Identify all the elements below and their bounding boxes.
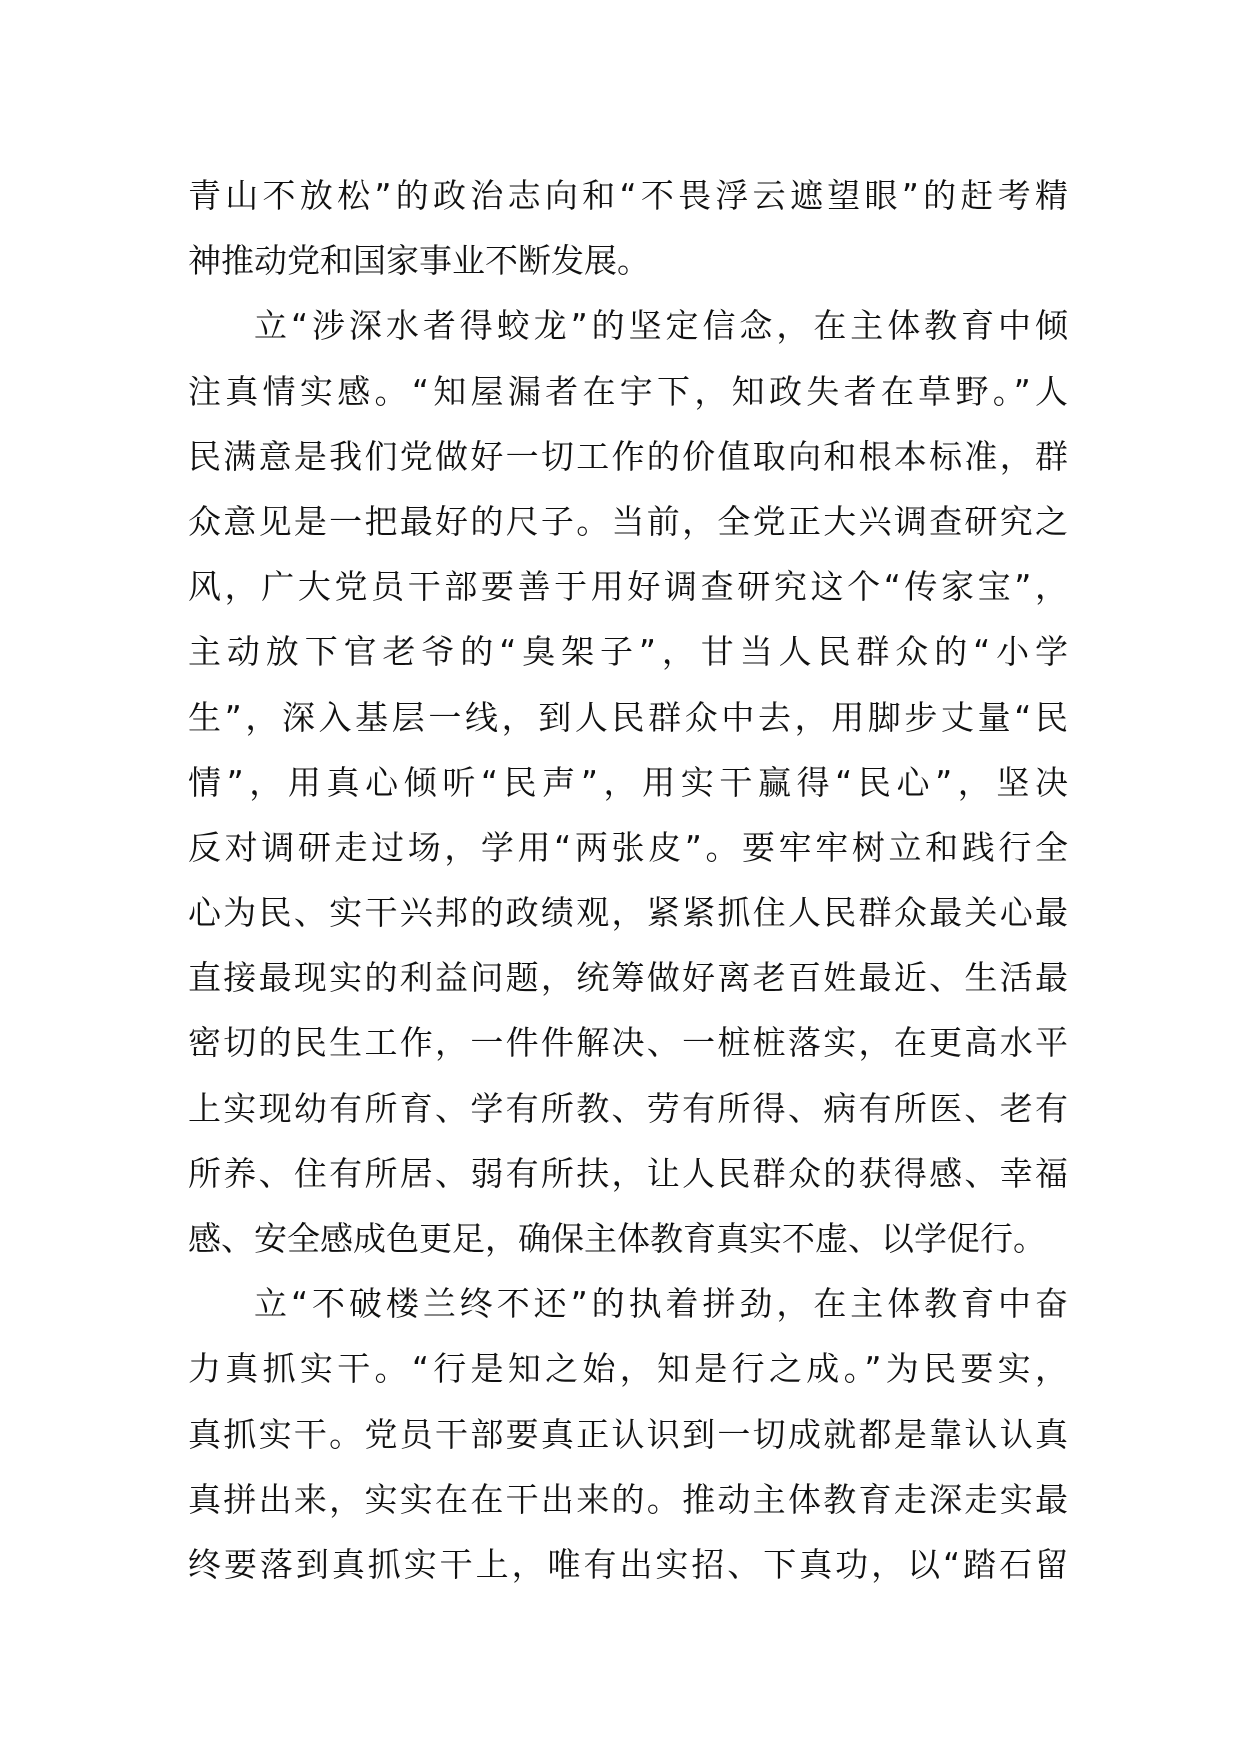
text-line: 上实现幼有所育、学有所教、劳有所得、病有所医、老有 (188, 1088, 1068, 1128)
text-line: 众意见是一把最好的尺子。当前，全党正大兴调查研究之 (188, 501, 1068, 541)
text-line: 民满意是我们党做好一切工作的价值取向和根本标准，群 (188, 436, 1068, 476)
text-line: 风，广大党员干部要善于用好调查研究这个“传家宝”， (188, 567, 1068, 607)
text-line: 青山不放松”的政治志向和“不畏浮云遮望眼”的赶考精 (188, 176, 1068, 215)
body-text (188, 163, 1068, 1597)
text-line: 心为民、实干兴邦的政绩观，紧紧抓住人民群众最关心最 (188, 893, 1068, 933)
text-line: 注真情实感。“知屋漏者在宇下，知政失者在草野。”人 (188, 371, 1068, 411)
text-line: 直接最现实的利益问题，统筹做好离老百姓最近、生活最 (188, 958, 1068, 998)
text-line: 立“涉深水者得蛟龙”的坚定信念，在主体教育中倾 (254, 306, 1068, 346)
text-line: 终要落到真抓实干上，唯有出实招、下真功，以“踏石留 (188, 1544, 1068, 1584)
text-line: 真抓实干。党员干部要真正认识到一切成就都是靠认认真 (188, 1414, 1068, 1454)
text-line: 力真抓实干。“行是知之始，知是行之成。”为民要实， (188, 1349, 1068, 1389)
text-line: 主动放下官老爷的“臭架子”，甘当人民群众的“小学 (188, 632, 1068, 672)
text-line: 生”，深入基层一线，到人民群众中去，用脚步丈量“民 (188, 697, 1068, 737)
text-line: 真拼出来，实实在在干出来的。推动主体教育走深走实最 (188, 1479, 1068, 1519)
text-line: 感、安全感成色更足，确保主体教育真实不虚、以学促行。 (188, 1219, 1046, 1258)
text-line: 立“不破楼兰终不还”的执着拼劲，在主体教育中奋 (254, 1284, 1068, 1324)
text-line: 反对调研走过场，学用“两张皮”。要牢牢树立和践行全 (188, 827, 1068, 867)
text-line: 所养、住有所居、弱有所扶，让人民群众的获得感、幸福 (188, 1153, 1068, 1193)
text-line: 密切的民生工作，一件件解决、一桩桩落实，在更高水平 (188, 1023, 1068, 1063)
text-line: 情”，用真心倾听“民声”，用实干赢得“民心”，坚决 (188, 762, 1068, 802)
text-line: 神推动党和国家事业不断发展。 (188, 241, 650, 281)
